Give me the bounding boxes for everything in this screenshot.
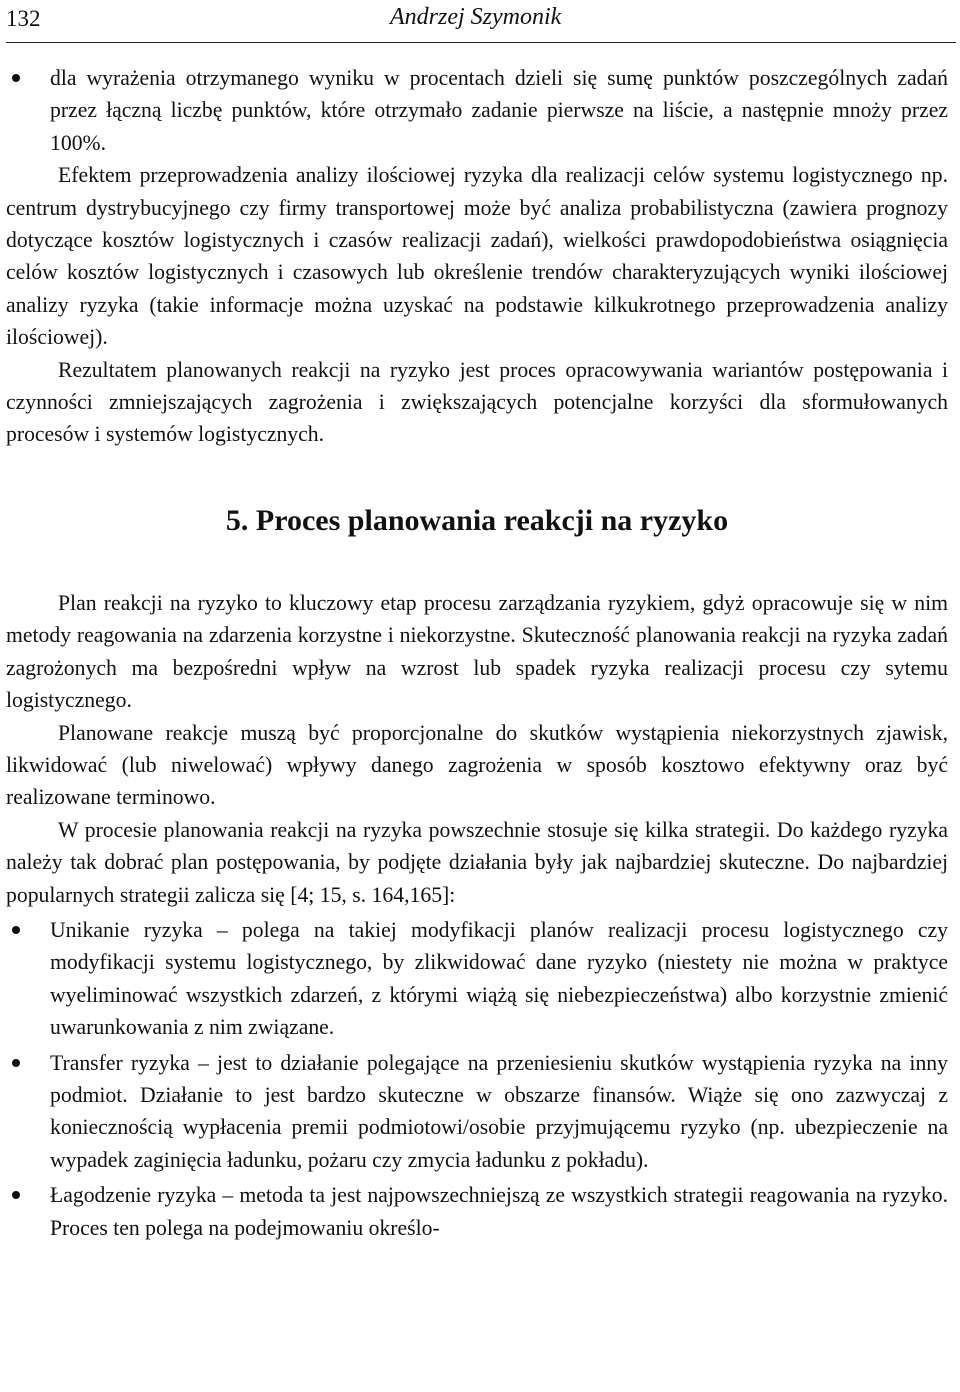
list-item xyxy=(6,1179,948,1244)
paragraph: Efektem przeprowadzenia analizy ilościowej ryzyka dla realizacji celów systemu logistycznego np. centrum dystrybucyjnego czy firmy transportowej może być analiza probabilistyczna (zawiera prognozy dotyczące kosztów logistycznych i czasów realizacji zadań), wielkości prawdopodobieństwa osiągnięcia celów kosztów logistycznych i czasowych lub określenie trendów charakteryzujących wyniki ilościowej analizy ryzyka (takie informacje można uzyskać na podstawie kilkukrotnego przeprowadzenia analizy ilościowej). xyxy=(6,163,948,350)
paragraph: Rezultatem planowanych reakcji na ryzyko jest proces opracowywania wariantów postępowania i czynności zmniejszających zagrożenia i zwiększających potencjalne korzyści dla sformułowanych procesów i systemów logistycznych. xyxy=(6,357,948,447)
bullet-icon xyxy=(12,74,20,82)
page-number: 132 xyxy=(6,6,41,31)
bullet-icon xyxy=(12,1191,20,1199)
strategies-list xyxy=(6,914,948,1244)
page-body xyxy=(6,62,948,1244)
paragraph: Plan reakcji na ryzyko to kluczowy etap procesu zarządzania ryzykiem, gdyż opracowuje się w nim metody reagowania na zdarzenia korzystne i niekorzystne. Skuteczność planowania reakcji na ryzyka zadań zagrożonych ma bezpośredni wpływ na wzrost lub spadek ryzyka realizacji procesu czy sytemu logistycznego. xyxy=(6,590,948,713)
section-heading: 5. Proces planowania reakcji na ryzyko xyxy=(225,503,729,537)
paragraph: Planowane reakcje muszą być proporcjonalne do skutków wystąpienia niekorzystnych zjawisk, likwidować (lub niwelować) wpływy danego zagrożenia w sposób kosztowo efektywny oraz być realizowane terminowo. xyxy=(6,720,948,810)
bullet-icon xyxy=(12,926,20,934)
paragraph: W procesie planowania reakcji na ryzyka powszechnie stosuje się kilka strategii. Do każdego ryzyka należy tak dobrać plan postępowania, by podjęte działania były jak najbardziej skuteczne. Do najbardziej popularnych strategii zalicza się [4; 15, s. 164,165]: xyxy=(6,817,948,907)
list-item-text: dla wyrażenia otrzymanego wyniku w procentach dzieli się sumę punktów poszczególnych zadań przez łączną liczbę punktów, które otrzymało zadanie pierwsze na liście, a następnie mnoży przez 100%. xyxy=(50,66,948,155)
list-item-text: Łagodzenie ryzyka – metoda ta jest najpowszechniejszą ze wszystkich strategii reagowania na ryzyko. Proces ten polega na podejmowaniu określo- xyxy=(50,1183,948,1240)
list-item xyxy=(6,914,948,1044)
list-item-text: Unikanie ryzyka – polega na takiej modyfikacji planów realizacji procesu logistycznego czy modyfikacji systemu logistycznego, by zlikwidować dane ryzyko (niestety nie można w praktyce wyeliminować wszystkich zdarzeń, z którymi wiążą się niebezpieczeństwa) albo korzystnie zmienić uwarunkowania z nim związane. xyxy=(50,917,948,1040)
list-item xyxy=(6,1047,948,1177)
list-item xyxy=(6,62,948,159)
bullet-icon xyxy=(12,1059,20,1067)
page-header xyxy=(6,2,956,43)
intro-list xyxy=(6,62,948,159)
running-title: Andrzej Szymonik xyxy=(390,4,562,30)
list-item-text: Transfer ryzyka – jest to działanie polegające na przeniesieniu skutków wystąpienia ryzyka na inny podmiot. Działanie to jest bardzo skuteczne w obszarze finansów. Wiąże się ono zazwyczaj z koniecznością wypłacenia premii podmiotowi/osobie przyjmującemu ryzyko (np. ubezpieczenie na wypadek zaginięcia ładunku, pożaru czy zmycia ładunku z pokładu). xyxy=(50,1050,948,1172)
